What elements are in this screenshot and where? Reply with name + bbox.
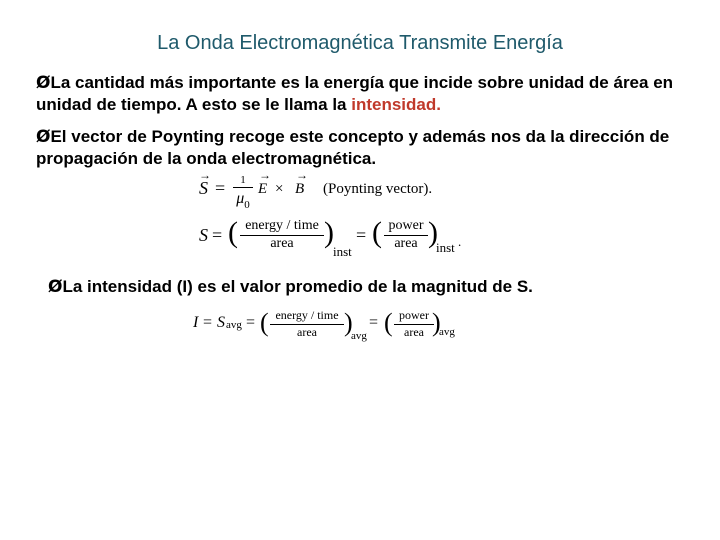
left-paren: ( bbox=[228, 216, 238, 249]
bullet-marker: Ø bbox=[36, 127, 51, 147]
highlight-term: intensidad. bbox=[351, 95, 441, 114]
right-paren: ) bbox=[344, 308, 353, 337]
fraction bbox=[384, 218, 428, 252]
bullet-intensity-definition bbox=[36, 72, 676, 116]
fraction bbox=[233, 174, 253, 211]
bullet-text: La cantidad más importante es la energía que incide sobre unidad de área en unidad de tiempo. A esto se le llama la bbox=[36, 73, 674, 114]
fraction bbox=[270, 308, 344, 340]
bullet-poynting-vector bbox=[36, 126, 676, 170]
equation-symbol: S bbox=[199, 225, 208, 245]
equation-symbol: I bbox=[193, 314, 199, 331]
equation-note: (Poynting vector). bbox=[323, 181, 433, 197]
vector-arrow: → bbox=[296, 168, 308, 182]
bullet-text: La intensidad (I) es el valor promedio de la magnitud de S. bbox=[62, 277, 533, 296]
equals-sign: = bbox=[212, 225, 223, 245]
bullet-marker: Ø bbox=[48, 277, 63, 297]
equation-symbol: E bbox=[258, 181, 268, 197]
mu-symbol: μ bbox=[236, 190, 245, 207]
denominator bbox=[233, 190, 253, 211]
denominator: area bbox=[297, 325, 317, 339]
numerator: energy / time bbox=[270, 308, 344, 325]
equals-sign: = bbox=[369, 314, 379, 331]
vector-arrow: → bbox=[199, 168, 211, 182]
subscript: 0 bbox=[244, 199, 250, 211]
denominator: area bbox=[270, 236, 294, 251]
times-sign: × bbox=[275, 181, 284, 197]
vector-arrow: → bbox=[259, 168, 271, 182]
right-paren: ) bbox=[324, 216, 334, 249]
denominator: area bbox=[404, 325, 424, 339]
left-paren: ( bbox=[384, 308, 393, 337]
equals-sign: = bbox=[356, 225, 367, 245]
numerator: 1 bbox=[233, 174, 253, 188]
equation-symbol: S bbox=[199, 178, 208, 198]
subscript: avg bbox=[226, 319, 242, 331]
equals-sign: = bbox=[203, 314, 213, 331]
subscript: avg bbox=[351, 330, 367, 342]
equals-sign: = bbox=[215, 178, 226, 198]
numerator: power bbox=[394, 308, 434, 325]
equation-symbol: S bbox=[217, 314, 225, 331]
equation-symbol: B bbox=[295, 181, 305, 197]
fraction bbox=[394, 308, 434, 340]
left-paren: ( bbox=[260, 308, 269, 337]
fraction bbox=[240, 218, 324, 252]
bullet-marker: Ø bbox=[36, 73, 51, 93]
numerator: power bbox=[384, 218, 428, 236]
subscript: inst bbox=[333, 244, 352, 259]
right-paren: ) bbox=[428, 216, 438, 249]
bullet-text: El vector de Poynting recoge este concepto y además nos da la dirección de propagación de la onda electromagnética. bbox=[36, 127, 670, 168]
page-title: La Onda Electromagnética Transmite Energía bbox=[157, 32, 563, 54]
bullet-intensity-average bbox=[48, 276, 668, 298]
right-paren: ) bbox=[432, 308, 441, 337]
denominator: area bbox=[394, 236, 418, 251]
subscript: avg bbox=[439, 326, 455, 338]
left-paren: ( bbox=[372, 216, 382, 249]
equals-sign: = bbox=[246, 314, 256, 331]
subscript: inst bbox=[436, 240, 455, 255]
numerator: energy / time bbox=[240, 218, 324, 236]
period: . bbox=[458, 234, 462, 249]
